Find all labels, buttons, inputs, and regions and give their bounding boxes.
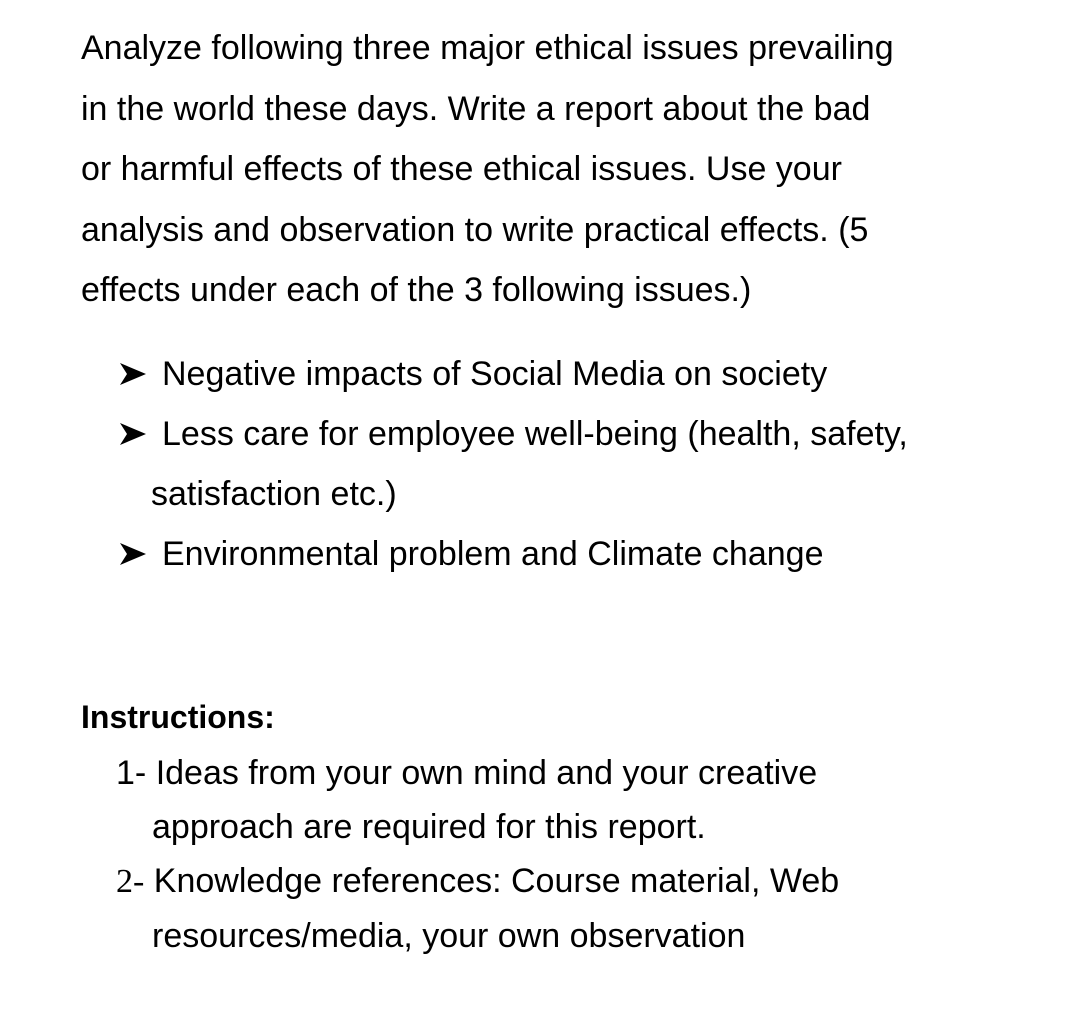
instruction-item: [116, 746, 1036, 854]
intro-line: Analyze following three major ethical issues prevailing: [81, 29, 894, 67]
issue-text: Less care for employee well-being (health, safety,: [162, 415, 908, 453]
intro-line: or harmful effects of these ethical issues. Use your: [81, 150, 842, 188]
instruction-text: Ideas from your own mind and your creative: [155, 754, 818, 792]
issue-text: Negative impacts of Social Media on society: [162, 355, 828, 393]
issue-text: Environmental problem and Climate change: [162, 535, 824, 573]
instruction-number: 1-: [116, 754, 147, 792]
issues-list: [118, 344, 1038, 584]
instruction-item: [116, 854, 1036, 963]
arrow-bullet-icon: [118, 541, 148, 567]
instructions-heading: Instructions:: [81, 699, 275, 735]
issue-item: [118, 524, 1038, 584]
instruction-text: Knowledge references: Course material, Web: [153, 862, 840, 900]
intro-line: analysis and observation to write practical effects. (5: [81, 210, 869, 249]
intro-paragraph: [81, 18, 1041, 321]
instruction-text-continued: resources/media, your own observation: [152, 917, 746, 955]
arrow-bullet-icon: [118, 361, 148, 387]
instructions-list: [116, 746, 1036, 963]
issue-item: [118, 344, 1038, 404]
intro-line: effects under each of the 3 following issues.): [81, 271, 752, 309]
instruction-number: 2-: [116, 863, 145, 900]
instruction-text-continued: approach are required for this report.: [152, 808, 706, 846]
issue-item: [118, 404, 1038, 524]
arrow-bullet-icon: [118, 421, 148, 447]
issue-text-continued: satisfaction etc.): [151, 475, 397, 513]
intro-line: in the world these days. Write a report about the bad: [81, 89, 871, 128]
